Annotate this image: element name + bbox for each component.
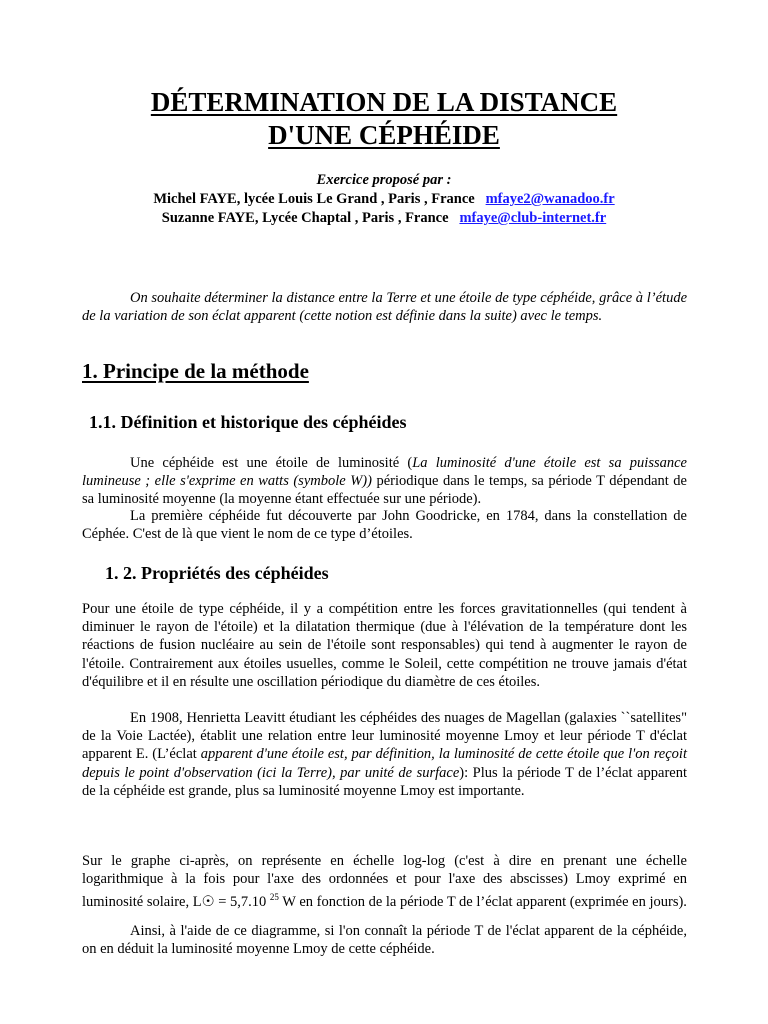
author-1: Michel FAYE, lycée Louis Le Grand , Paris , France [153, 191, 475, 207]
text-run: Sur le graphe ci-après, on représente en échelle log-log (c'est à dire en prenant une échelle logarithmique à la fois pour l'axe des ordonnées et pour l'axe des abscisses) Lmoy exprimé en luminosité solaire, L [82, 853, 687, 911]
sun-symbol: ☉ [201, 894, 215, 911]
section-1-1-paragraph-2: La première céphéide fut découverte par John Goodricke, en 1784, dans la constellation de Céphée. C'est de là que vient le nom de ce type d’étoiles. [82, 508, 687, 543]
text-run: ): Plus la période T de l’éclat apparent de la céphéide est grande, plus sa luminosité moyenne Lmoy est importante. [82, 764, 687, 799]
exponent: 25 [269, 892, 279, 903]
author-1-email-link[interactable]: mfaye2@wanadoo.fr [485, 191, 615, 207]
text-run: Une céphéide est une étoile de luminosité ( [130, 455, 413, 471]
italic-definition: apparent d'une étoile est, par définition, la luminosité de cette étoile que l'on reçoit depuis le point d'observation (ici la Terre), par unité de surface [82, 746, 687, 781]
italic-definition: La luminosité d'une étoile est sa puissance lumineuse ; elle s'exprime en watts (symbole W)) [82, 455, 687, 490]
section-1-title: 1. Principe de la méthode [82, 359, 309, 383]
author-line-1 [0, 190, 768, 209]
title-line-2: D'UNE CÉPHÉIDE [268, 120, 500, 150]
section-1-2-paragraph-1: Pour une étoile de type céphéide, il y a compétition entre les forces gravitationnelles (qui tendent à diminuer le rayon de l'étoile) et la dilatation thermique (due à l'élévation de la température dont les réactions de fusion nucléaire au sein de l'étoile sont responsables) qui tend à augmenter le rayon de l'étoile. Contrairement aux étoiles usuelles, comme le Soleil, cette compétition ne trouve jamais d'état d'équilibre et il en résulte une oscillation périodique du diamètre de ces étoiles. [82, 601, 687, 690]
proposed-by: Exercice proposé par : [316, 172, 452, 188]
author-2-email-link[interactable]: mfaye@club-internet.fr [459, 210, 607, 226]
section-1-1-heading: 1.1. Définition et historique des céphéides [89, 412, 407, 432]
intro-paragraph: On souhaite déterminer la distance entre la Terre et une étoile de type céphéide, grâce à l’étude de la variation de son éclat apparent (cette notion est définie dans la suite) avec le temps. [82, 290, 687, 325]
title-line-1: DÉTERMINATION DE LA DISTANCE [150, 87, 618, 117]
section-1-1-paragraph-1 [82, 454, 687, 509]
document-title [0, 86, 768, 152]
section-1-2-heading: 1. 2. Propriétés des céphéides [105, 563, 329, 583]
text-run: = 5,7.10 [214, 894, 270, 911]
author-line-2 [0, 209, 768, 228]
text-run: périodique dans le temps, sa période T dépendant de sa luminosité moyenne (la moyenne étant effectuée sur une période). [82, 473, 687, 508]
text-run: W en fonction de la période T de l’éclat apparent (exprimée en jours). [278, 894, 687, 911]
author-2: Suzanne FAYE, Lycée Chaptal , Paris , France [161, 210, 449, 226]
authors-block [0, 171, 768, 228]
section-1-2-paragraph-3 [82, 852, 687, 911]
section-1-2-paragraph-4: Ainsi, à l'aide de ce diagramme, si l'on connaît la période T de l'éclat apparent de la céphéide, on en déduit la luminosité moyenne Lmoy de cette céphéide. [82, 923, 687, 958]
text-run: En 1908, Henrietta Leavitt étudiant les céphéides des nuages de Magellan (galaxies ``satellites" de la Voie Lactée), établit une relation entre leur luminosité moyenne Lmoy et leur période T d'éclat apparent E. (L’éclat [82, 710, 687, 763]
section-1-2-paragraph-2 [82, 709, 687, 800]
section-1-heading [82, 359, 309, 384]
